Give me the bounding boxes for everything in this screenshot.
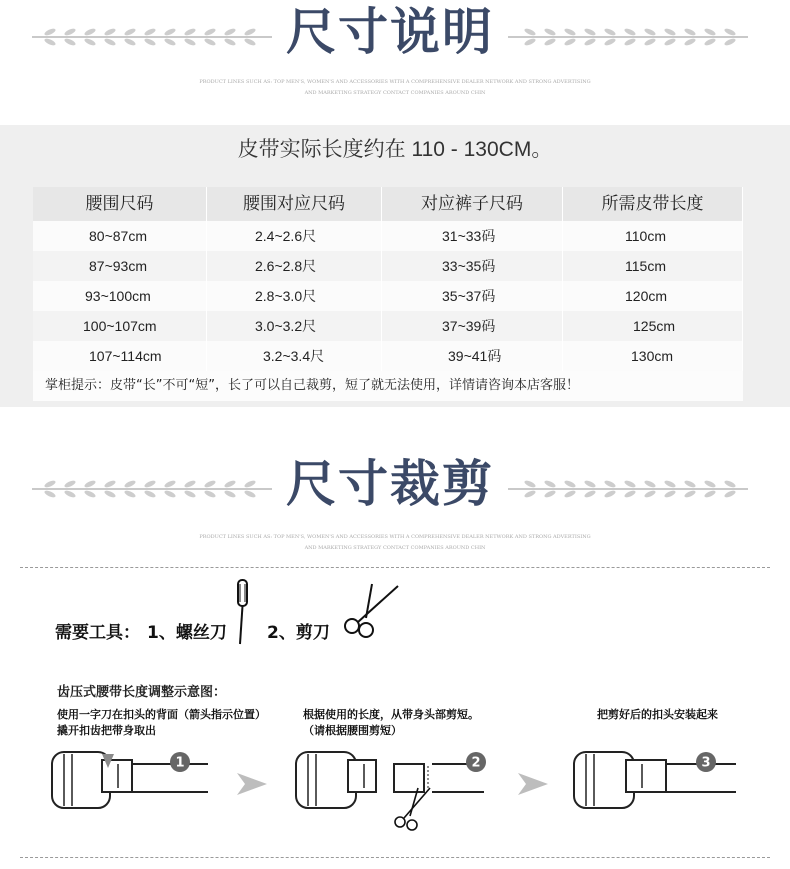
tool-screwdriver-label: 1、螺丝刀 xyxy=(147,623,227,643)
size-table-heading: 皮带实际长度约在 110 - 130CM。 xyxy=(237,138,553,161)
step3-line1: 把剪好后的扣头安装起来 xyxy=(597,708,718,721)
table-cell: 115cm xyxy=(563,251,743,281)
table-cell: 3.0~3.2尺 xyxy=(207,311,382,341)
divider xyxy=(20,857,770,858)
wheat-ornament-right xyxy=(508,26,748,48)
table-cell: 87~93cm xyxy=(33,251,207,281)
table-cell: 80~87cm xyxy=(33,221,207,251)
step1-line1: 使用一字刀在扣头的背面（箭头指示位置） xyxy=(57,708,266,721)
screwdriver-icon xyxy=(230,578,254,648)
table-cell: 35~37码 xyxy=(382,281,563,311)
table-cell: 2.8~3.0尺 xyxy=(207,281,382,311)
section-title-size-cut xyxy=(0,452,790,522)
wheat-ornament-right xyxy=(508,478,748,500)
divider xyxy=(20,567,770,568)
decorative-subline-2: AND MARKETING STRATEGY CONTACT COMPANIES AROUND CHIN xyxy=(304,90,486,96)
size-table-panel xyxy=(0,125,790,407)
table-cell: 37~39码 xyxy=(382,311,563,341)
step2-line2: （请根据腰围剪短） xyxy=(303,724,402,737)
step1-line2: 撬开扣齿把带身取出 xyxy=(57,724,156,737)
step2-instruction xyxy=(303,707,479,739)
table-cell: 39~41码 xyxy=(382,341,563,371)
table-cell: 33~35码 xyxy=(382,251,563,281)
table-row xyxy=(33,281,743,311)
column-header: 所需皮带长度 xyxy=(563,187,743,221)
table-row xyxy=(33,311,743,341)
table-header-row xyxy=(33,187,743,221)
page-title: 尺寸说明 xyxy=(286,2,494,61)
wheat-ornament-left xyxy=(32,26,272,48)
step2-number-badge xyxy=(465,751,487,773)
diagram-title: 齿压式腰带长度调整示意图： xyxy=(57,685,227,700)
table-cell: 93~100cm xyxy=(33,281,207,311)
column-header: 腰围对应尺码 xyxy=(207,187,382,221)
table-cell: 3.2~3.4尺 xyxy=(207,341,382,371)
section-title: 尺寸裁剪 xyxy=(286,454,494,513)
arrow-right-icon xyxy=(237,773,267,795)
column-header: 腰围尺码 xyxy=(33,187,207,221)
table-cell: 125cm xyxy=(563,311,743,341)
table-cell: 31~33码 xyxy=(382,221,563,251)
column-header: 对应裤子尺码 xyxy=(382,187,563,221)
decorative-subline-1: PRODUCT LINES SUCH AS: TOP MEN'S, WOMEN'S AND ACCESSORIES WITH A COMPREHENSIVE DEALER NETWORK AND STRONG ADVERTISING xyxy=(199,79,591,85)
table-cell: 2.4~2.6尺 xyxy=(207,221,382,251)
table-row xyxy=(33,341,743,371)
step2-line1: 根据使用的长度，从带身头部剪短。 xyxy=(303,708,479,721)
table-cell: 100~107cm xyxy=(33,311,207,341)
scissors-cut-icon xyxy=(392,786,434,832)
table-cell: 110cm xyxy=(563,221,743,251)
shopkeeper-tip: 掌柜提示：皮带“长”不可“短”，长了可以自己裁剪，短了就无法使用，详情请咨询本店客服！ xyxy=(33,371,743,401)
table-cell: 130cm xyxy=(563,341,743,371)
step1-instruction xyxy=(57,707,266,739)
decorative-subline-1: PRODUCT LINES SUCH AS: TOP MEN'S, WOMEN'S AND ACCESSORIES WITH A COMPREHENSIVE DEALER NETWORK AND STRONG ADVERTISING xyxy=(199,534,591,540)
step3-number-badge xyxy=(695,751,717,773)
scissors-icon xyxy=(340,582,402,640)
decorative-subline-2: AND MARKETING STRATEGY CONTACT COMPANIES AROUND CHIN xyxy=(304,545,486,551)
step1-number: 1 xyxy=(175,755,185,771)
step1-belt-buckle-illustration xyxy=(50,746,220,816)
step2-number: 2 xyxy=(471,755,481,771)
step1-number-badge xyxy=(169,751,191,773)
step3-instruction xyxy=(597,707,718,723)
tool-scissors-label: 2、剪刀 xyxy=(267,623,330,643)
step3-belt-assembled-illustration xyxy=(572,746,752,816)
step3-number: 3 xyxy=(701,755,711,771)
table-row xyxy=(33,221,743,251)
table-cell: 107~114cm xyxy=(33,341,207,371)
wheat-ornament-left xyxy=(32,478,272,500)
arrow-right-icon xyxy=(518,773,548,795)
table-cell: 2.6~2.8尺 xyxy=(207,251,382,281)
table-row xyxy=(33,251,743,281)
section-title-size-info xyxy=(0,0,790,70)
table-cell: 120cm xyxy=(563,281,743,311)
tools-label: 需要工具： xyxy=(55,623,140,643)
